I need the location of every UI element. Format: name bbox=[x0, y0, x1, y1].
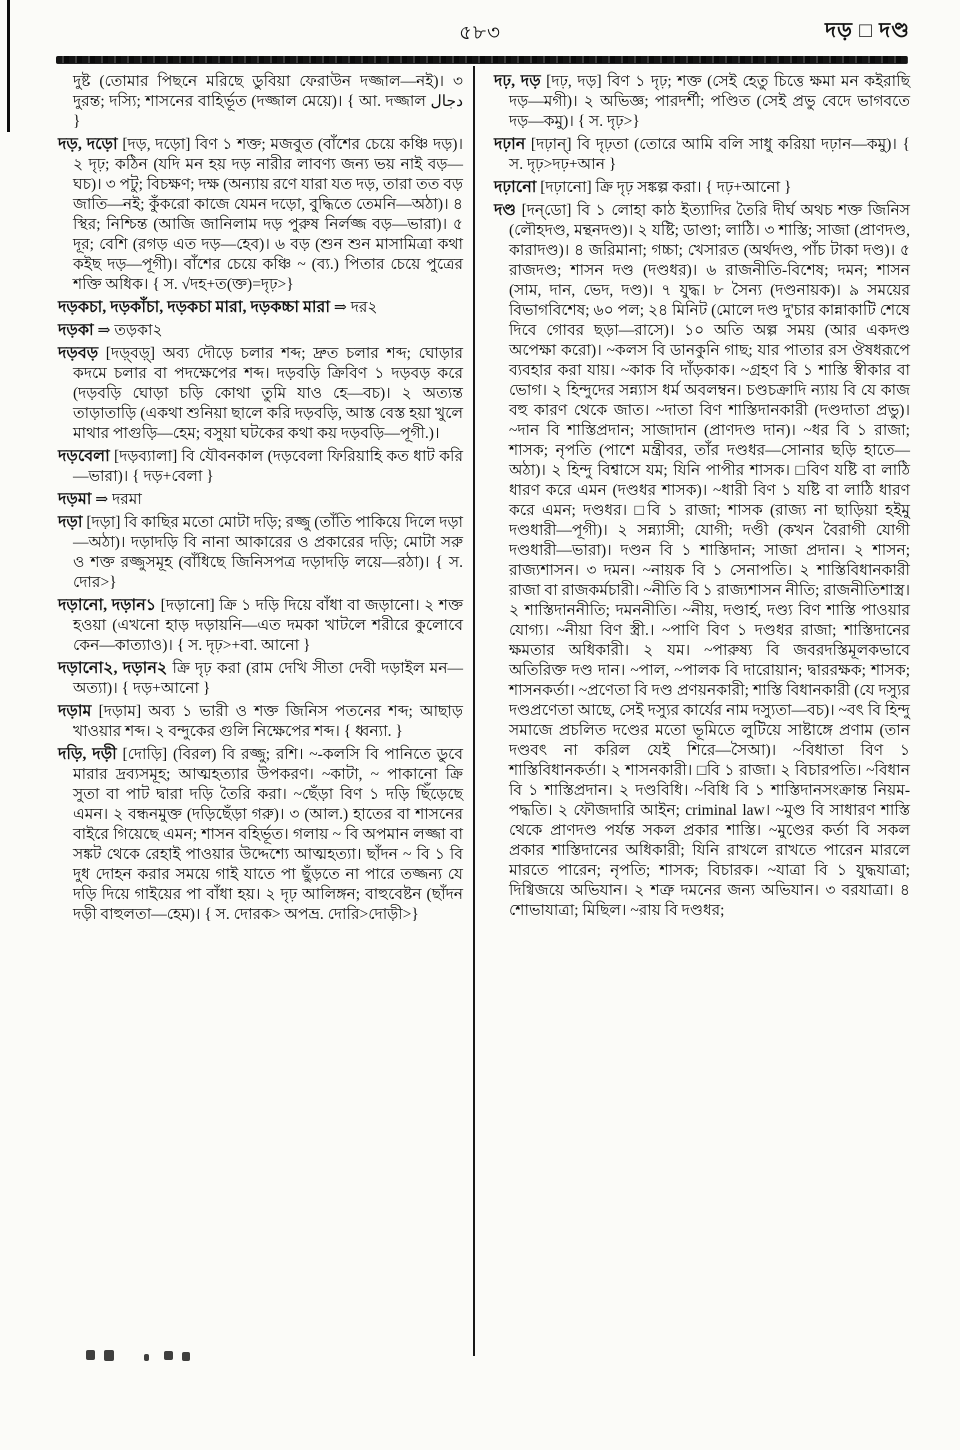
entry-body: [দঢ়ানো] ক্রি দৃঢ় সঙ্কল্প করা। { দঢ়+আনো } bbox=[540, 179, 792, 196]
entry-body: [দড়ব্যালা] বি যৌবনকাল (দড়বেলা ফিরিয়াহি কত ধাট করি—ভারা)। { দড়+বেলা } bbox=[73, 448, 463, 485]
entry-body: [দড়াম] অব্য ১ ভারী ও শক্ত জিনিস পতনের শব্দ; আছাড় খাওয়ার শব্দ। ২ বন্দুকের গুলি নিক্ষেপের শব্দ। { ধ্বন্যা. } bbox=[73, 703, 463, 740]
entry-headword: দড়কা bbox=[58, 322, 94, 339]
dictionary-entry bbox=[58, 447, 463, 487]
entry-body: [দঢ়, দড়] বিণ ১ দৃঢ়; শক্ত (সেই হেতু চিত্তে ক্ষমা মন কইরাছি দড়—মগী)। ২ অভিজ্ঞ; পারদর্শী; পণ্ডিত (সেই প্রভু বেদে ভাগবতে দড়—কমু)। { স. দৃঢ়>} bbox=[509, 73, 910, 130]
entry-body: ⇒ দর২ bbox=[333, 299, 378, 316]
running-head: দড় □ দণ্ড bbox=[824, 18, 910, 42]
header-rule bbox=[56, 56, 908, 64]
page-number: ৫৮৩ bbox=[459, 22, 501, 44]
dictionary-entry bbox=[58, 702, 463, 742]
dictionary-entry bbox=[58, 321, 463, 341]
entry-body: [দঢ়ান্‌] বি দৃঢ়তা (তোরে আমি বলি সাধু করিয়া দঢ়ান—কমু)। { স. দৃঢ়>দঢ়+আন } bbox=[509, 136, 910, 173]
dictionary-entry bbox=[494, 178, 910, 198]
text-columns bbox=[58, 72, 910, 928]
entry-headword: দড়কচা, দড়কাঁচা, দড়কচা মারা, দড়কচ্চা মারা bbox=[58, 299, 330, 316]
entry-continuation bbox=[58, 72, 463, 132]
dictionary-entry bbox=[58, 596, 463, 656]
dictionary-entry bbox=[58, 135, 463, 295]
right-column bbox=[494, 72, 910, 928]
dictionary-entry bbox=[58, 490, 463, 510]
entry-headword: দণ্ড bbox=[494, 202, 516, 219]
entry-headword: দড়া bbox=[58, 514, 83, 531]
entry-body: [দড়া] বি কাছির মতো মোটা দড়ি; রজ্জু (তাঁতি পাকিয়ে দিলে দড়া—অঠা)। দড়াদড়ি বি নানা আকারের ও প্রকারের দড়ি; মোটা সরু ও শক্ত রজ্জুসমূহ (বাঁধিছে জিনিসপত্র দড়াদড়ি লয়ে—রঠা)। { স. দোর>} bbox=[73, 514, 463, 591]
entry-headword: দঢ়ানো bbox=[494, 179, 537, 196]
entry-body: [দোড়ি] (বিরল) বি রজ্জু; রশি। ~-কলসি বি পানিতে ডুবে মারার দ্রব্যসমূহ; আত্মহত্যার উপকরণ। ~কাটা, ~ পাকানো ক্রি সুতা বা পাট দ্বারা দড়ি তৈরি করা। ~ছেঁড়া বিণ ১ দড়ি ছিঁড়েছে এমন। ২ বন্ধনমুক্ত (দড়িছেঁড়া গরু)। ৩ (আল.) হাতের বা শাসনের বাইরে গিয়েছে এমন; শাসন বহির্ভূত। গলায় ~ বি অপমান লজ্জা বা সঙ্কট থেকে রেহাই পাওয়ার উদ্দেশ্যে আত্মহত্যা। ছাঁদন ~ বি ১ বি দুধ দোহন করার সময়ে গাই যাতে পা ছুঁড়তে না পারে তজ্জন্য যে দড়ি দিয়ে গাইয়ের পা বাঁধা হয়। ২ দৃঢ় আলিঙ্গন; বাহুবেষ্টন (ছাঁদন দড়ী বাহুলতা—হেম)। { স. দোরক> অপভ্র. দোরি>দোড়ী>} bbox=[73, 746, 464, 923]
entry-headword: দড়, দড়ো bbox=[58, 136, 118, 153]
entry-body: ⇒ তড়কা২ bbox=[97, 322, 163, 339]
dictionary-entry bbox=[58, 745, 463, 925]
left-column bbox=[58, 72, 463, 928]
dictionary-entry bbox=[494, 72, 910, 132]
entry-headword: দড়ানো, দড়ান১ bbox=[58, 597, 157, 614]
entry-headword: দঢ়, দড় bbox=[494, 73, 541, 90]
entry-headword: দড়ানো২, দড়ান২ bbox=[58, 660, 168, 677]
entry-headword: দঢ়ান bbox=[494, 136, 526, 153]
entry-headword: দড়বেলা bbox=[58, 448, 110, 465]
entry-body: [দন্‌ডো] বি ১ লোহা কাঠ ইত্যাদির তৈরি দীর্ঘ অথচ শক্ত জিনিস (লৌহদণ্ড, মন্থনদণ্ড)। ২ যষ্টি; ডাণ্ডা; লাঠি। ৩ শাস্তি; সাজা (প্রাণদণ্ড, কারাদণ্ড)। ৪ জরিমানা; গচ্চা; খেসারত (অর্থদণ্ড, পাঁচ টাকা দণ্ড)। ৫ রাজদণ্ড; শাসন দণ্ড (দণ্ডধর)। ৬ রাজনীতি-বিশেষ; দমন; শাসন (সাম, দান, ভেদ, দণ্ড)। ৭ যুদ্ধ। ৮ সৈন্য (দণ্ডনায়ক)। ৯ সময়ের বিভাগবিশেষ; ৬০ পল; ২৪ মিনিট (মোলে দণ্ড দু'চার কান্নাকাটি শেষে দিবে গোবর ছড়া—রাসে)। ১০ অতি অল্প সময় (আর একদণ্ড অপেক্ষা করো)। ~কলস বি ডানকুনি গাছ; যার পাতার রস ঔষধরূপে ব্যবহার করা যায়। ~কাক বি দাঁড়কাক। ~গ্রহণ বি ১ শাস্তি স্বীকার বা ভোগ। ২ হিন্দুদের সন্ন্যাস ধর্ম অবলম্বন। চণ্ডচক্রাদি ন্যায় বি যে কাজ বহু কারণ থেকে জাত। ~দাতা বিণ শাস্তিদানকারী (দণ্ডদাতা প্রভু)। ~দান বি শাস্তিপ্রদান; সাজাদান (প্রাণদণ্ড দান)। ~ধর বি ১ রাজা; শাসক; নৃপতি (পাশে মন্ত্রীবর, তাঁর দণ্ডধর—সোনার ছড়ি হাতে—অঠা)। ২ হিন্দু বিশ্বাসে যম; যিনি পাপীর শাসক। □বিণ যষ্টি বা লাঠি ধারণ করে এমন (দণ্ডধর শাসক)। ~ধারী বিণ ১ যষ্টি বা লাঠি ধারণ করে এমন; দণ্ডধর। □বি ১ রাজা; শাসক (রাজ্য না ছাড়িয়া হইমু দণ্ডধারী—পূগী)। ২ সন্ন্যাসী; যোগী; দণ্ডী (কখন বৈরাগী যোগী দণ্ডধারী—ভারা)। দণ্ডন বি ১ শাস্তিদান; সাজা প্রদান। ২ শাসন; রাজ্যশাসন। ৩ দমন। ~নায়ক বি ১ সেনাপতি। ২ শাস্তিবিধানকারী রাজা বা রাজকর্মচারী। ~নীতি বি ১ রাজ্যশাসন নীতি; রাজনীতিশাস্ত্র। ২ শাস্তিদাননীতি; দমননীতি। ~নীয়, দণ্ডার্হ, দণ্ড্য বিণ শাস্তি পাওয়ার যোগ্য। ~নীয়া বিণ স্ত্রী.। ~পাণি বিণ ১ দণ্ডধর রাজা; শাস্তিদানের ক্ষমতার অধিকারী। ২ যম। ~পারুষ্য বি জবরদস্তিমূলকভাবে অতিরিক্ত দণ্ড দান। ~পাল, ~পালক বি দারোয়ান; দ্বাররক্ষক; শাসক; শাসনকর্তা। ~প্রণেতা বি দণ্ড প্রণয়নকারী; শাস্তি বিধানকারী (যে দস্যুর দণ্ডপ্রণেতা আছে, সেই দস্যুর কার্যের নাম দস্যুতা—বচ)। ~বৎ বি হিন্দু সমাজে প্রচলিত দণ্ডের মতো ভূমিতে লুটিয়ে সাষ্টাঙ্গে প্রণাম (তান দণ্ডবৎ না করিল যেই শিরে—সৈআ)। ~বিধাতা বিণ ১ শাস্তিবিধানকর্তা। ২ শাসনকারী। □বি ১ রাজা। ২ বিচারপতি। ~বিধান বি ১ শাস্তিপ্রদান। ২ দণ্ডবিধি। ~বিধি বি ১ শাস্তিদানসংক্রান্ত নিয়ম-পদ্ধতি। ২ ফৌজদারি আইন; criminal law। ~মুণ্ড বি সাধারণ শাস্তি থেকে প্রাণদণ্ড পর্যন্ত সকল প্রকার শাস্তি। ~মুণ্ডের কর্তা বি সকল প্রকার শাস্তিদানের অধিকারী; যিনি রাখলে রাখতে পারেন মারলে মারতে পারেন; নৃপতি; শাসক; বিচারক। ~যাত্রা বি ১ যুদ্ধযাত্রা; দিগ্বিজয়ে অভিযান। ২ শত্রু দমনের জন্য অভিযান। ৩ বরযাত্রা। ৪ শোভাযাত্রা; মিছিল। ~রায় বি দণ্ডধর; bbox=[509, 202, 911, 919]
dictionary-entry bbox=[58, 659, 463, 699]
dictionary-entry bbox=[58, 298, 463, 318]
entry-body: দুষ্ট (তোমার পিছনে মরিছে ডুবিয়া ফেরাউন দজ্জাল—নই)। ৩ দুরন্ত; দস্যি; শাসনের বাহির্ভূত (দজ্জাল মেয়ে)। { আ. দজ্জাল دجال } bbox=[73, 73, 463, 130]
entry-headword: দড়মা bbox=[58, 491, 92, 508]
entry-body: [দড়, দড়ো] বিণ ১ শক্ত; মজবুত (বাঁশের চেয়ে কঞ্চি দড়)। ২ দৃঢ়; কঠিন (যদি মন হয় দড় নারীর লাবণ্য জন্য ভয় নাই বড়—ঘচ)। ৩ পটু; বিচক্ষণ; দক্ষ (অন্যায় রণে যারা যত দড়, তারা তত বড় জাতি—নই; কুঁকরো কাজে যেমন দড়ো, বুদ্ধিতে তেমনি—অঠা)। ৪ স্থির; নিশ্চিন্ত (আজি জানিলাম দড় পুরুষ নির্লজ্জ বড়—ভারা)। ৫ দূর; বেশি (রগড় এত দড়—হেব)। ৬ বড় (শুন শুন মাসামিত্রা কথা কইছ দড়—পূগী)। বাঁশের চেয়ে কঞ্চি ~ (ব্য.) পিতার চেয়ে পুত্রের শক্তি অধিক। { স. √দহ+ত(ক্ত)=দৃঢ়>} bbox=[73, 136, 463, 293]
entry-body: [দড়্‌বড়্‌] অব্য দৌড়ে চলার শব্দ; দ্রুত চলার শব্দ; ঘোড়ার কদমে চলার বা পদক্ষেপের শব্দ। দড়বড়ি ক্রিবিণ ১ দড়বড় করে (দড়বড়ি ঘোড়া চড়ি কোথা তুমি যাও হে—বচ)। ২ অত্যন্ত তাড়াতাড়ি (একথা শুনিয়া ছালে করি দড়বড়ি, আস্ত বেস্ত হয়া খুলে মাথার পাগুড়ি—হেম; বসুয়া ঘটকের কথা কয় দড়বড়ি—পূগী.)। bbox=[73, 345, 463, 442]
entry-body: ক্রি দৃঢ় করা (রাম দেখি সীতা দেবী দড়াইল মন—অত্যা)। { দড়+আনো } bbox=[73, 660, 464, 697]
entry-headword: দড়াম bbox=[58, 703, 92, 720]
ink-smudge bbox=[86, 1348, 306, 1362]
entry-headword: দড়ি, দড়ী bbox=[58, 746, 117, 763]
entry-headword: দড়বড় bbox=[58, 345, 99, 362]
dictionary-entry bbox=[58, 513, 463, 593]
dictionary-entry bbox=[494, 201, 910, 921]
entry-body: [দড়ানো] ক্রি ১ দড়ি দিয়ে বাঁধা বা জড়ানো। ২ শক্ত হওয়া (এখনো হাড় দড়ায়নি—এত দমকা খাটলে শরীরে কুলোবে কেন—কাত্যাও)। { স. দৃঢ়>+বা. আনো } bbox=[73, 597, 463, 654]
entry-body: ⇒ দরমা bbox=[95, 491, 142, 508]
dictionary-entry bbox=[494, 135, 910, 175]
dictionary-entry bbox=[58, 344, 463, 444]
